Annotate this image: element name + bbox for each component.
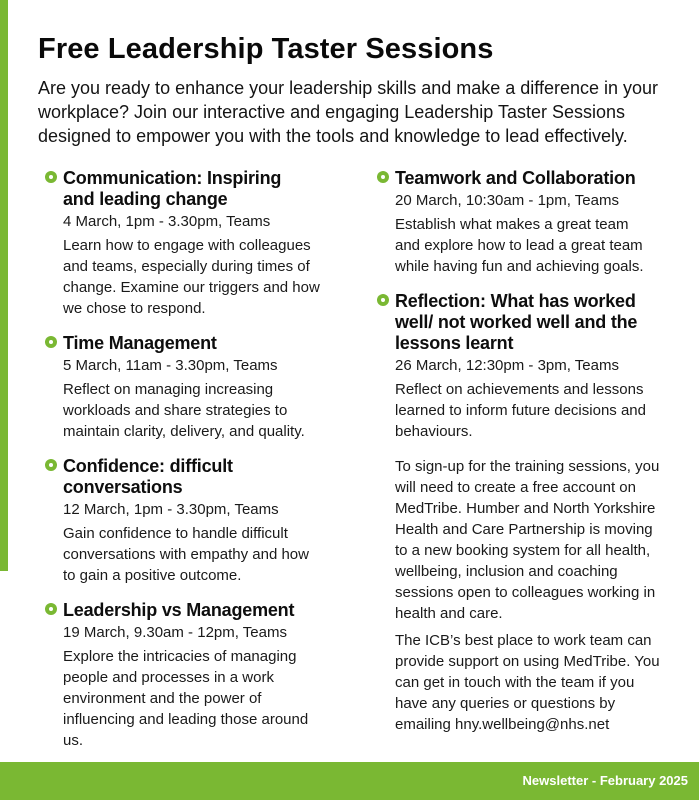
support-paragraph <box>395 630 667 735</box>
signup-paragraph: To sign-up for the training sessions, you will need to create a free account on MedTribe. Humber and North Yorkshire Health and Care Partnership is moving to a new booking system for all health, wellbeing, inclusion and coaching sessions open to colleagues working in health and care. <box>395 458 660 622</box>
bullet-icon <box>45 603 57 615</box>
accent-side-bar <box>0 0 8 571</box>
session-item <box>63 600 338 751</box>
session-item <box>63 456 338 586</box>
bullet-icon <box>377 171 389 183</box>
bullet-icon <box>377 294 389 306</box>
session-description: Reflect on managing increasing workloads and share strategies to maintain clarity, delivery, and quality. <box>63 381 305 440</box>
session-item <box>395 168 670 277</box>
right-session-column <box>395 168 670 741</box>
session-title: Leadership vs Management <box>63 600 295 620</box>
session-date: 20 March, 10:30am - 1pm, Teams <box>395 192 619 209</box>
footer-newsletter-label: Newsletter - February 2025 <box>522 773 688 788</box>
session-date: 4 March, 1pm - 3.30pm, Teams <box>63 213 271 230</box>
page-title: Free Leadership Taster Sessions <box>38 33 494 65</box>
session-item <box>63 333 338 442</box>
session-description: Gain confidence to handle difficult conversations with empathy and how to gain a positive outcome. <box>63 525 309 584</box>
session-title: Teamwork and Collaboration <box>395 168 636 188</box>
bullet-icon <box>45 171 57 183</box>
session-description: Explore the intricacies of managing people and processes in a work environment and the power of influencing and leading those around us. <box>63 648 309 749</box>
session-date: 26 March, 12:30pm - 3pm, Teams <box>395 357 619 374</box>
session-title: Confidence: difficult conversations <box>63 456 233 497</box>
session-title: Reflection: What has worked well/ not worked well and the lessons learnt <box>395 291 638 353</box>
support-text: The ICB’s best place to work team can provide support on using MedTribe. You can get in touch with the team if you have any queries or questions by emailing <box>395 632 660 733</box>
intro-paragraph: Are you ready to enhance your leadership skills and make a difference in your workplace? Join our interactive and engaging Leadership Taster Sessions designed to empower you with the tools and knowledge to lead effectively. <box>38 78 659 146</box>
session-description: Reflect on achievements and lessons learned to inform future decisions and behaviours. <box>395 381 646 440</box>
session-title: Time Management <box>63 333 217 353</box>
footer-bar <box>0 762 699 800</box>
left-session-column <box>63 168 338 765</box>
support-email-link[interactable]: hny.wellbeing@nhs.net <box>455 716 610 733</box>
session-description: Learn how to engage with colleagues and teams, especially during times of change. Examine our triggers and how we chose to respond. <box>63 237 320 317</box>
session-date: 12 March, 1pm - 3.30pm, Teams <box>63 501 279 518</box>
session-date: 19 March, 9.30am - 12pm, Teams <box>63 624 287 641</box>
bullet-icon <box>45 336 57 348</box>
session-item <box>63 168 338 319</box>
session-item <box>395 291 670 442</box>
session-date: 5 March, 11am - 3.30pm, Teams <box>63 357 278 374</box>
bullet-icon <box>45 459 57 471</box>
session-description: Establish what makes a great team and explore how to lead a great team while having fun and achieving goals. <box>395 216 644 275</box>
session-title: Communication: Inspiring and leading change <box>63 168 282 209</box>
